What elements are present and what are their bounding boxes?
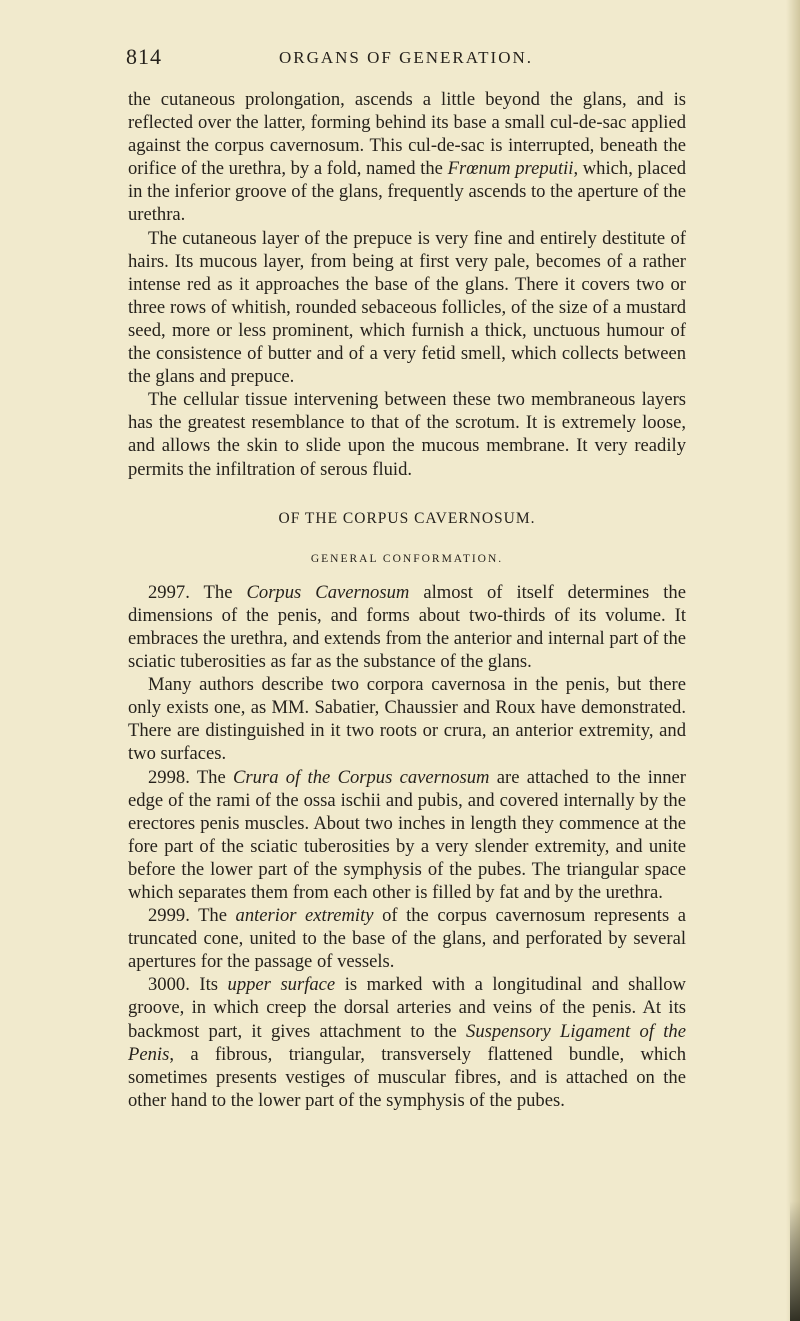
term-italic: Frœnum preputii [447, 158, 574, 180]
paragraph-2999 [128, 904, 686, 973]
running-head: ORGANS OF GENERATION. [278, 48, 534, 67]
page-header [126, 44, 686, 74]
paragraph-number: 3000. [148, 974, 190, 996]
page-corner-shadow [790, 1201, 800, 1321]
paragraph-text: of the corpus cavernosum represents a truncated cone, united to the base of the glans, and perforated by several apertures for the passage of vessels. [128, 905, 687, 973]
subsection-title: GENERAL CONFORMATION. [310, 552, 504, 565]
term-italic: upper surface [227, 974, 336, 996]
paragraph-number: 2997. [148, 581, 190, 603]
paragraph-number: 2999. [148, 905, 190, 927]
paragraph-2998 [128, 766, 686, 905]
paragraph-cellular-tissue: The cellular tissue intervening between these two membraneous layers has the greatest resemblance to that of the scrotum. It is extremely loose, and allows the skin to slide upon the mucous membrane. It very readily permits the infiltration of serous fluid. [128, 389, 686, 480]
paragraph-text: The [196, 766, 226, 788]
paragraph-3000 [128, 973, 686, 1112]
paragraph-text: The [203, 581, 233, 603]
paragraph-2997 [128, 581, 686, 673]
term-italic: Suspensory Ligament of the Penis [128, 1020, 686, 1065]
paragraph-prepuce-continued [128, 88, 686, 227]
section-title: OF THE CORPUS CAVERNOSUM. [278, 509, 536, 527]
body-text [128, 88, 686, 1112]
term-italic: Corpus Cavernosum [246, 581, 410, 603]
paragraph-text: Its [199, 974, 218, 996]
term-italic: anterior extremity [235, 905, 374, 927]
paragraph-number: 2998. [148, 766, 190, 788]
page-edge-shadow [786, 0, 800, 1321]
paragraph-text: almost of itself determines the dimensions of the penis, and forms about two-thirds of its volume. It embraces the urethra, and extends from the anterior and internal part of the sciatic tuberosities as far as the substance of the glans. [128, 581, 686, 673]
paragraph-text: the cutaneous prolongation, ascends a little beyond the glans, and is reflected over the latter, forming behind its base a small cul-de-sac applied against the corpus cavernosum. This cul-de-sac is interrupted, beneath the orifice of the urethra, by a fold, named the [128, 89, 686, 180]
paragraph-text: , a fibrous, triangular, transversely flattened bundle, which sometimes presents vestiges of muscular fibres, and is attached on the other hand to the lower part of the symphysis of the pubes. [128, 1043, 686, 1111]
term-italic: Crura of the Corpus cavernosum [233, 766, 490, 788]
paragraph-text: The [198, 905, 227, 927]
paragraph-text: , which, placed in the inferior groove of the glans, frequently ascends to the aperture of the urethra. [128, 158, 687, 226]
paragraph-many-authors: Many authors describe two corpora cavernosa in the penis, but there only exists one, as MM. Sabatier, Chaussier and Roux have demonstrated. There are distinguished in it two roots or crura, an anterior extremity, and two surfaces. [128, 674, 686, 765]
paragraph-text: is marked with a longitudinal and shallow groove, in which creep the dorsal arteries and veins of the penis. At its backmost part, it gives attachment to the [128, 974, 686, 1042]
paragraph-text: are attached to the inner edge of the rami of the ossa ischii and pubis, and covered internally by the erectores penis muscles. About two inches in length they commence at the fore part of the sciatic tuberosities by a very slender extremity, and unite before the lower part of the symphysis of the pubes. The triangular space which separates them from each other is filled by fat and by the urethra. [128, 766, 686, 903]
page-number: 814 [126, 44, 162, 69]
paragraph-cutaneous-layer: The cutaneous layer of the prepuce is very fine and entirely destitute of hairs. Its mucous layer, from being at first very pale, becomes of a rather intense red as it approaches the base of the glans. There it covers two or three rows of whitish, rounded sebaceous follicles, of the size of a mustard seed, more or less prominent, which furnish a thick, unctuous humour of the consistence of butter and of a very fetid smell, which collects between the glans and prepuce. [128, 227, 686, 388]
